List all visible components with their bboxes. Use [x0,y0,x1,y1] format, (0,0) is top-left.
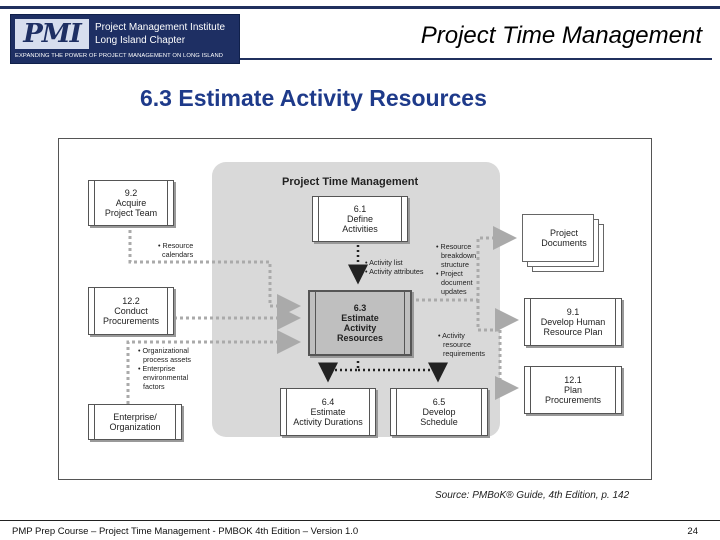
note-line: • Resource [158,241,194,250]
doc-label: Documents [541,238,587,248]
process-number: 6.1 [353,204,367,214]
logo-tagline: EXPANDING THE POWER OF PROJECT MANAGEMENT ON LONG ISLAND [15,53,224,59]
arrow-estimate-to-durations [328,356,358,380]
process-12-2-conduct-procurements [88,287,174,335]
process-label: Estimate [310,407,346,417]
process-6-4-estimate-activity-durations [280,388,376,436]
note-line: breakdown [441,251,477,260]
process-9-1-develop-hr-plan [524,298,622,346]
process-number: 12.1 [564,375,582,385]
process-label: Develop [422,407,456,417]
process-number: 9.2 [124,188,138,198]
arrow-estimate-to-hr [478,300,516,330]
process-label: Develop Human [540,317,606,327]
process-label: Acquire [115,198,147,208]
process-9-2-acquire-team [88,180,174,226]
process-label: Plan [563,385,582,395]
process-group-title: Project Time Management [282,176,419,188]
note-line: requirements [443,349,485,358]
footer-rule [0,520,720,521]
process-label: Procurements [102,316,160,326]
note-line: • Activity [438,331,465,340]
process-6-5-develop-schedule [390,388,488,436]
process-label: Activity Durations [293,417,363,427]
note-line: structure [441,260,469,269]
note-line: • Resource [436,242,472,251]
process-label: Conduct [114,306,148,316]
note-line: process assets [143,355,191,364]
slide-title: Project Time Management [420,22,702,49]
note-line: document [441,278,473,287]
process-label: Schedule [420,417,458,427]
process-number: 12.2 [122,296,140,306]
process-number: 6.4 [321,397,335,407]
note-line: calendars [162,250,194,259]
doc-label: Project [549,228,578,238]
process-label: Resource Plan [543,327,603,337]
note-line: • Activity list [365,258,403,267]
enterprise-organization [88,404,182,440]
logo-chapter-name: Long Island Chapter [95,35,186,46]
slide-subtitle: 6.3 Estimate Activity Resources [140,85,487,111]
process-6-3-estimate-activity-resources [308,290,412,356]
note-org-assets [138,346,191,391]
source-citation: Source: PMBoK® Guide, 4th Edition, p. 142 [435,490,630,501]
process-label: Resources [336,333,384,343]
arrow-estimate-to-procurement [500,330,516,388]
note-activity-list [365,258,423,276]
process-number: 9.1 [566,307,580,317]
note-line: • Project [436,269,463,278]
process-label: Project Team [104,208,158,218]
logo-org-name: Project Management Institute [95,22,226,33]
arrow-estimate-to-schedule [358,370,438,380]
note-activity-resource-requirements [438,331,485,358]
footer-text: PMP Prep Course – Project Time Management - PMBOK 4th Edition – Version 1.0 [12,526,359,537]
note-line: resource [443,340,471,349]
process-label: Activities [342,224,378,234]
note-line: • Enterprise [138,364,176,373]
process-label: Estimate [341,313,379,323]
process-label: Organization [109,422,161,432]
note-line: updates [441,287,467,296]
note-line: environmental [143,373,189,382]
note-resource-calendars [158,241,193,259]
note-rbs [436,242,476,296]
logo-mark: PMI [15,19,89,49]
process-12-1-plan-procurements [524,366,622,414]
process-label: Define [346,214,373,224]
note-line: • Activity attributes [365,267,424,276]
process-label: Procurements [544,395,602,405]
note-line: factors [143,382,165,391]
process-label: Enterprise/ [113,412,157,422]
note-line: • Organizational [138,346,189,355]
process-label: Activity [343,323,377,333]
process-number: 6.3 [353,303,367,313]
process-number: 6.5 [432,397,446,407]
project-documents-label [524,228,604,248]
process-6-1-define-activities [312,196,408,242]
page-number: 24 [687,526,698,537]
